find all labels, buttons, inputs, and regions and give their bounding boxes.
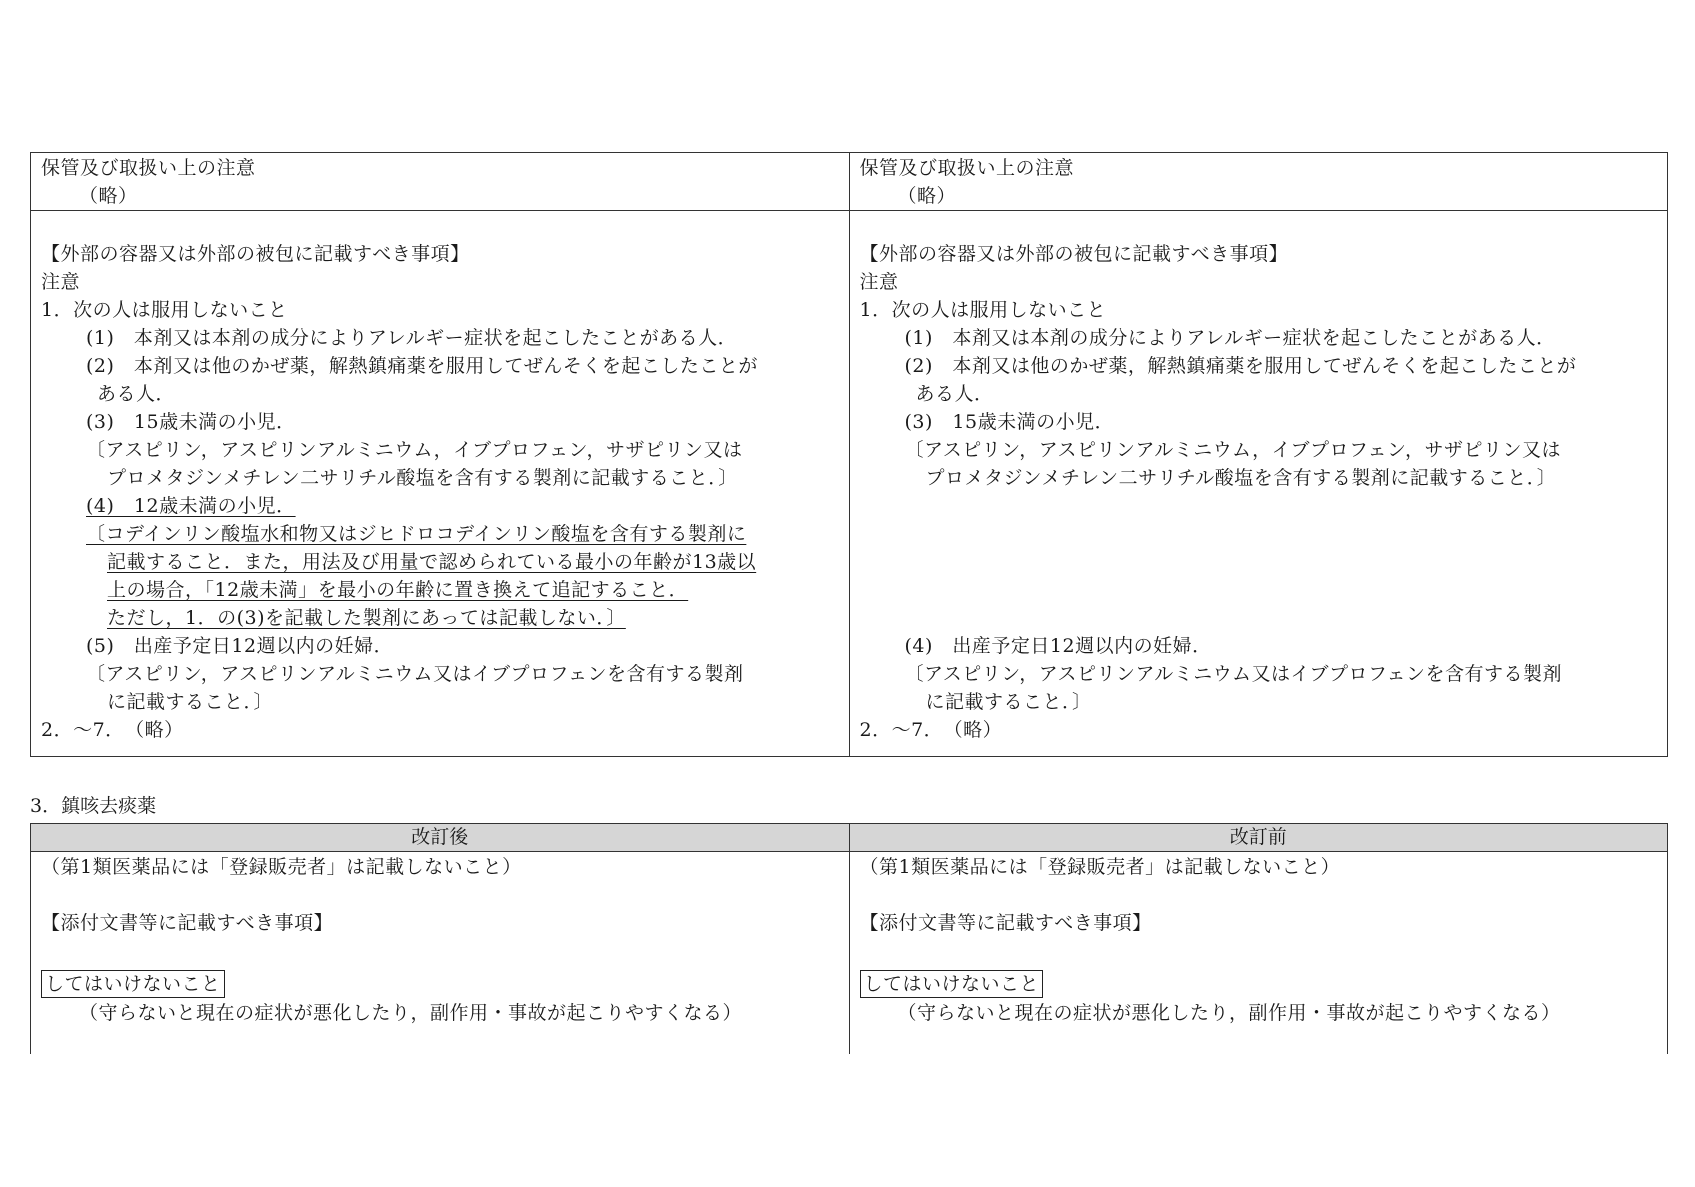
right-outer-cell [849,211,1668,757]
left-storage-heading: 保管及び取扱い上の注意 [41,157,256,179]
right-caution: 注意 [859,271,899,293]
right-sub4: (4) 出産予定日12週以内の妊婦． [904,635,1212,657]
comparison-table-1 [30,152,1668,757]
left-prohibited-box: してはいけないこと [41,970,225,998]
left-sub5-note-b: に記載すること．〕 [107,691,274,713]
right-item1: 1．次の人は服用しないこと [859,299,1107,321]
section-3-title: 3．鎮咳去痰薬 [30,795,157,817]
right-content-cell [849,852,1668,1055]
left-outer-cell [31,211,850,757]
right-sub3-note-a: 〔アスピリン，アスピリンアルミニウム，イブプロフェン，サザピリン又は [904,439,1562,461]
left-sub4-note-a: 〔コデインリン酸塩水和物又はジヒドロコデインリン酸塩を含有する製剤に [86,523,747,545]
right-sub2b: ある人． [915,383,994,405]
left-sub4-note-d: ただし，1．の(3)を記載した製剤にあっては記載しない．〕 [107,607,626,629]
left-item2to7: 2．～7． （略） [41,719,184,741]
col-header-before: 改訂前 [849,824,1668,852]
col-header-after: 改訂後 [31,824,850,852]
left-sub4: (4) 12歳未満の小児． [86,495,296,517]
left-sub3: (3) 15歳未満の小児． [86,411,296,433]
left-outer-heading: 【外部の容器又は外部の被包に記載すべき事項】 [41,243,470,265]
right-storage-cell [849,153,1668,211]
left-sub3-note-b: プロメタジンメチレン二サリチル酸塩を含有する製剤に記載すること．〕 [107,467,738,489]
right-item2to7: 2．～7． （略） [859,719,1003,741]
right-outer-heading: 【外部の容器又は外部の被包に記載すべき事項】 [859,243,1289,265]
right-sub3-note-b: プロメタジンメチレン二サリチル酸塩を含有する製剤に記載すること．〕 [925,467,1557,489]
left-sub1: (1) 本剤又は本剤の成分によりアレルギー症状を起こしたことがある人． [86,327,738,349]
right-sub3: (3) 15歳未満の小児． [904,411,1115,433]
left-sub2b: ある人． [97,383,176,405]
right-attachment-heading: 【添付文書等に記載すべき事項】 [859,912,1152,934]
comparison-table-3 [30,823,1668,1054]
outer-package-row [31,211,1668,757]
left-sub5: (5) 出産予定日12週以内の妊婦． [86,635,394,657]
left-sub3-note-a: 〔アスピリン，アスピリンアルミニウム，イブプロフェン，サザピリン又は [86,439,743,461]
left-prohibited-sub: （守らないと現在の症状が悪化したり，副作用・事故が起こりやすくなる） [79,1002,743,1024]
left-sub4-note-b: 記載すること．また，用法及び用量で認められている最小の年齢が13歳以 [107,551,757,573]
right-sub1: (1) 本剤又は本剤の成分によりアレルギー症状を起こしたことがある人． [904,327,1556,349]
left-caution: 注意 [41,271,81,293]
left-sub4-note-c: 上の場合，「12歳未満」を最小の年齢に置き換えて追記すること． [107,579,689,601]
left-note1: （第1類医薬品には「登録販売者」は記載しないこと） [41,856,522,878]
left-sub5-note-a: 〔アスピリン，アスピリンアルミニウム又はイブプロフェンを含有する製剤 [86,663,744,685]
right-prohibited-sub: （守らないと現在の症状が悪化したり，副作用・事故が起こりやすくなる） [897,1002,1561,1024]
right-prohibited-box: してはいけないこと [860,970,1044,998]
right-storage-heading: 保管及び取扱い上の注意 [859,157,1075,179]
right-sub4-note-a: 〔アスピリン，アスピリンアルミニウム又はイブプロフェンを含有する製剤 [904,663,1562,685]
right-note1: （第1類医薬品には「登録販売者」は記載しないこと） [859,856,1341,878]
left-attachment-heading: 【添付文書等に記載すべき事項】 [41,912,334,934]
left-sub2a: (2) 本剤又は他のかぜ薬，解熱鎮痛薬を服用してぜんそくを起こしたことが [86,355,758,377]
left-item1: 1．次の人は服用しないこと [41,299,288,321]
left-content-cell [31,852,850,1055]
storage-row [31,153,1668,211]
left-storage-omitted: （略） [79,185,138,207]
left-storage-cell [31,153,850,211]
content-row [31,852,1668,1055]
header-row [31,824,1668,852]
right-sub4-note-b: に記載すること．〕 [925,691,1092,713]
right-sub2a: (2) 本剤又は他のかぜ薬，解熱鎮痛薬を服用してぜんそくを起こしたことが [904,355,1577,377]
right-storage-omitted: （略） [897,185,957,207]
